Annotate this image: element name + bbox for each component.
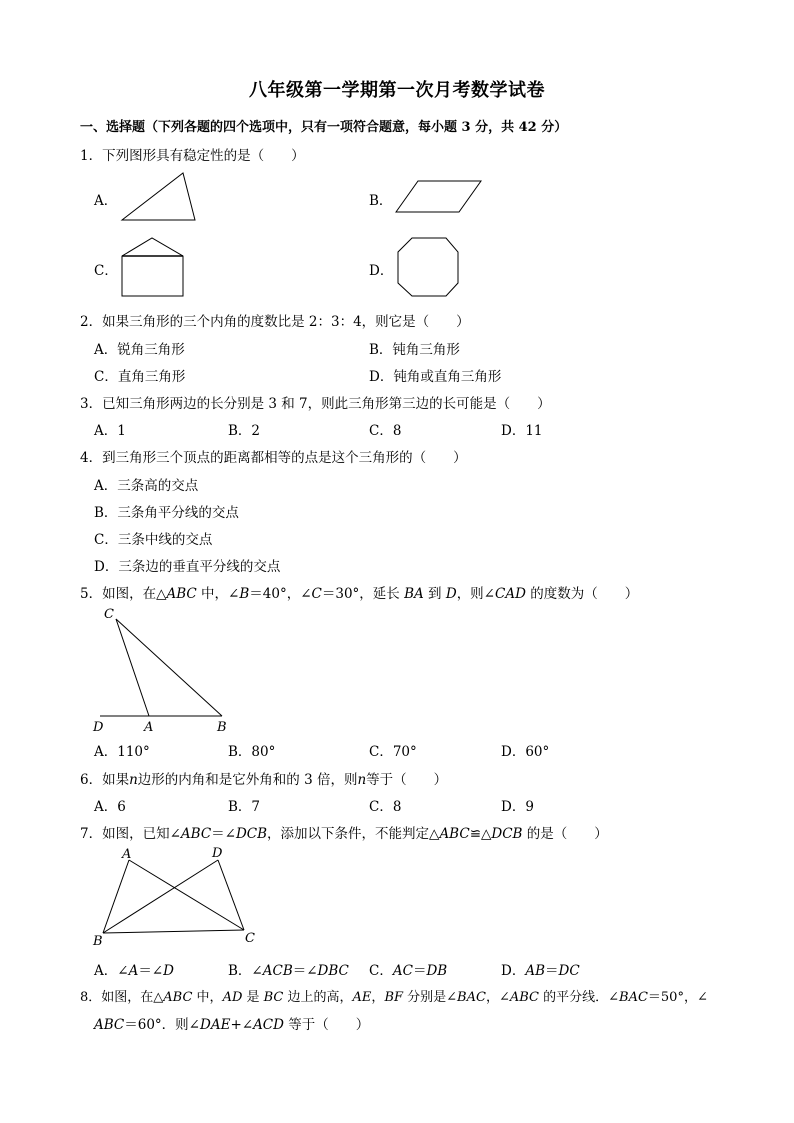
label-b: B bbox=[93, 934, 103, 949]
option-6b: B．7 bbox=[228, 799, 261, 815]
label-d: D bbox=[93, 720, 104, 735]
segment-ac bbox=[129, 860, 244, 930]
option-2d: D．钝角或直角三角形 bbox=[369, 369, 502, 385]
option-1b: B． bbox=[369, 193, 393, 209]
question-7: 7．如图，已知∠ABC＝∠DCB，添加以下条件，不能判定△ABC≌△DCB 的是（ ） bbox=[80, 826, 608, 842]
option-1a: A． bbox=[94, 193, 118, 209]
label-c: C bbox=[104, 607, 114, 622]
question-8-line-2: ABC＝60°．则∠DAE+∠ACD 等于（ ） bbox=[94, 1017, 370, 1033]
option-2c: C．直角三角形 bbox=[94, 369, 186, 385]
question-3: 3．已知三角形两边的长分别是 3 和 7，则此三角形第三边的长可能是（ ） bbox=[80, 396, 551, 412]
question-8: 8．如图，在△ABC 中，AD 是 BC 边上的高，AE，BF 分别是∠BAC，∠ABC 的平分线．∠BAC＝50°，∠ bbox=[80, 990, 708, 1005]
question-2: 2．如果三角形的三个内角的度数比是 2：3：4，则它是（ ） bbox=[80, 314, 470, 330]
label-d: D bbox=[212, 846, 223, 861]
segment-bc bbox=[103, 930, 244, 933]
option-3b: B．2 bbox=[228, 423, 261, 439]
option-4c: C．三条中线的交点 bbox=[94, 532, 213, 548]
option-7d: D．AB＝DC bbox=[501, 963, 580, 979]
option-4b: B．三条角平分线的交点 bbox=[94, 505, 239, 521]
option-5d: D．60° bbox=[501, 744, 550, 760]
option-5a: A．110° bbox=[94, 744, 150, 760]
question-5: 5．如图，在△ABC 中，∠B＝40°，∠C＝30°，延长 BA 到 D，则∠CAD 的度数为（ ） bbox=[80, 586, 639, 602]
option-5b: B．80° bbox=[228, 744, 276, 760]
section-heading: 一、选择题（下列各题的四个选项中，只有一项符合题意，每小题 3 分，共 42 分） bbox=[80, 120, 568, 135]
option-6c: C．8 bbox=[369, 799, 402, 815]
option-7b: B．∠ACB＝∠DBC bbox=[228, 963, 349, 979]
segment-db-diag bbox=[103, 860, 218, 933]
option-5c: C．70° bbox=[369, 744, 417, 760]
option-3c: C．8 bbox=[369, 423, 402, 439]
page-title: 八年级第一学期第一次月考数学试卷 bbox=[249, 80, 545, 101]
question-1: 1．下列图形具有稳定性的是（ ） bbox=[80, 148, 305, 164]
question-4: 4．到三角形三个顶点的距离都相等的点是这个三角形的（ ） bbox=[80, 450, 467, 466]
option-6d: D．9 bbox=[501, 799, 534, 815]
option-1c: C． bbox=[94, 263, 118, 279]
question-6: 6．如果n边形的内角和是它外角和的 3 倍，则n等于（ ） bbox=[80, 772, 448, 788]
segment-dc bbox=[218, 860, 244, 930]
label-a: A bbox=[122, 847, 132, 862]
option-4d: D．三条边的垂直平分线的交点 bbox=[94, 559, 281, 575]
option-2a: A．锐角三角形 bbox=[94, 342, 185, 358]
option-4a: A．三条高的交点 bbox=[94, 478, 199, 494]
segment-ab bbox=[103, 860, 129, 933]
option-2b: B．钝角三角形 bbox=[369, 342, 460, 358]
label-a: A bbox=[144, 720, 154, 735]
option-1d: D． bbox=[369, 263, 394, 279]
label-c: C bbox=[245, 931, 255, 946]
option-7c: C．AC＝DB bbox=[369, 963, 448, 979]
option-6a: A．6 bbox=[94, 799, 126, 815]
option-3a: A．1 bbox=[94, 423, 126, 439]
option-3d: D．11 bbox=[501, 423, 543, 439]
option-7a: A．∠A＝∠D bbox=[94, 963, 174, 979]
label-b: B bbox=[217, 720, 227, 735]
